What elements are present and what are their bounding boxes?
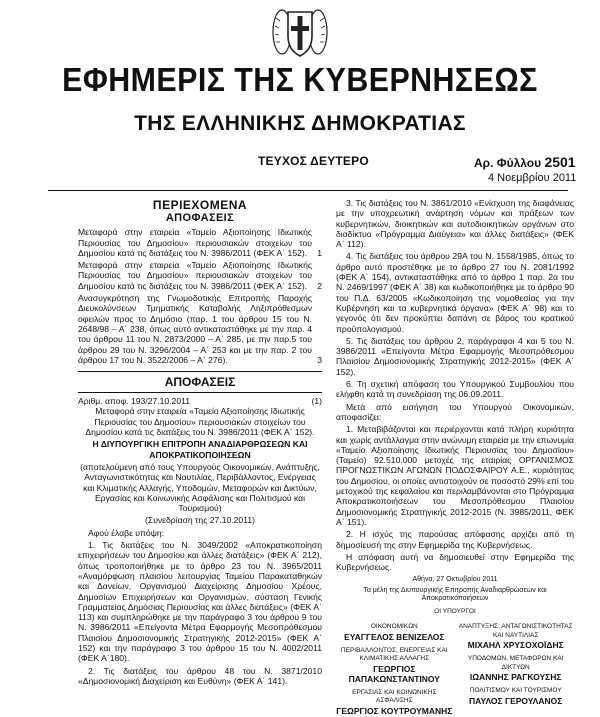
minister-role: ΟΙΚΟΝΟΜΙΚΩΝ bbox=[370, 623, 418, 631]
decision-title: Μεταφορά στην εταιρεία «Ταμείο Αξιοποίησης Ιδιωτικής Περιουσίας του Δημοσίου» περιουσιακών στοιχείων του Δημοσίου κατά τις διατάξεις του Ν. 3986/2011 (ΦΕΚ Α΄ 152). bbox=[85, 406, 315, 438]
paragraph: Μετά από εισήγηση του Υπουργού Οικονομικών, αποφασίζει: bbox=[336, 401, 574, 422]
issue-date: 4 Νοεμβρίου 2011 bbox=[488, 172, 577, 184]
sheet-number-label bbox=[474, 154, 576, 170]
paragraph: 3. Τις διατάξεις του Ν. 3861/2010 «Ενίσχυση της διαφάνειας με την υποχρεωτική ανάρτηση νόμων και πράξεων των κυβερνητικών, διοικητικών και αυτοδιοικητικών οργάνων στο διαδίκτυο «Πρόγραμμα Διαύγεια» και άλλες διατάξεις» (ΦΕΚ Α΄ 112). bbox=[336, 198, 574, 250]
signatures-right bbox=[457, 618, 574, 716]
coat-of-arms-icon bbox=[270, 2, 330, 60]
paragraph: 6. Τη σχετική απόφαση του Υπουργικού Συμβουλίου που ελήφθη κατά τη συνεδρίαση της 06.09.2011. bbox=[336, 379, 574, 400]
gazette-subtitle: ΤΗΣ ΕΛΛΗΝΙΚΗΣ ΔΗΜΟΚΡΑΤΙΑΣ bbox=[134, 112, 466, 135]
paragraph: 2. Η ισχύς της παρούσας απόφασης αρχίζει από τη δημοσίευσή της στην Εφημερίδα της Κυβερνήσεως. bbox=[336, 529, 574, 550]
committee-members: Τα μέλη της Διυπουργικής Επιτροπής Αναδιαρθρώσεων και Αποκρατικοποιήσεων bbox=[363, 586, 547, 603]
committee-name: Η ΔΙΥΠΟΥΡΓΙΚΗ ΕΠΙΤΡΟΠΗ ΑΝΑΔΙΑΡΘΡΩΣΕΩΝ ΚΑΙ ΑΠΟΚΡΑΤΙΚΟΠΟΙΗΣΕΩΝ bbox=[92, 439, 308, 460]
toc-item-text: Μεταφορά στην εταιρεία «Ταμείο Αξιοποίησης Ιδιωτικής Περιουσίας του Δημοσίου» περιουσιακών στοιχείων του Δημοσίου κατά τις διατάξεις του Ν. 3986/2011 (ΦΕΚ Α΄ 152). bbox=[78, 227, 312, 258]
ministers-label: ΟΙ ΥΠΟΥΡΓΟΙ bbox=[434, 607, 476, 615]
paragraph: Η απόφαση αυτή να δημοσιευθεί στην Εφημερίδα της Κυβερνήσεως. bbox=[336, 551, 574, 573]
toc-item-text: Μεταφορά στην εταιρεία «Ταμείο Αξιοποίησης Ιδιωτικής Περιουσίας του Δημοσίου» περιουσιακών στοιχείων του Δημοσίου κατά τις διατάξεις του Ν. 3986/2011 (ΦΕΚ Α΄ 152). bbox=[78, 260, 312, 291]
paragraph: 1. Μεταβιβάζονται και περιέρχονται κατά πλήρη κυριότητα και χωρίς αντάλλαγμα στην ανώνυμη εταιρεία με την επωνυμία «Ταμείο Αξιοποίησης Ιδιωτικής Περιουσίας του Δημοσίου» (Ταμείο) 92.510.000 μετοχές της εταιρίας ΟΡΓΑΝΙΣΜΟΣ ΠΡΟΓΝΩΣΤΙΚΩΝ ΑΓΩΝΩΝ ΠΟΔΟΣΦΑΙΡΟΥ Α.Ε., κυριότητας του Δημοσίου, οι οποίες αντιστοιχούν σε ποσοστό 29% επί του μετοχικού της κεφαλαίου και περιλαμβάνονται στο Πρόγραμμα Αποκρατικοποιήσεων του Μεσοπρόθεσμου Πλαισίου Δημοσιονομικής Στρατηγικής 2012-2015 (Ν. 3985/2011, ΦΕΚ Α΄ 151). bbox=[336, 424, 574, 527]
gazette-title: ΕΦΗΜΕΡΙΣ ΤΗΣ ΚΥΒΕΡΝΗΣΕΩΣ bbox=[62, 61, 538, 98]
toc-item-text: Ανασυγκρότηση της Γνωμοδοτικής Επιτροπής Παροχής Διευκολύνσεων Τμηματικής Καταβολής Ληξιπρόθεσμων οφειλών προς το Δημόσιο (παρ. 1 του άρθρου 15 του Ν. 2648/98 – Α΄ 238, όπως αυτό αντικαταστάθηκε με την παρ. 4 του άρθρου 11 του Ν. 2873/2000 – Α΄ 285, με την παρ.5 του άρθρου 29 του Ν. 3296/2004 – Α΄ 253 και με την παρ. 2 του άρθρου 17 του Ν. 3522/2006 – Α΄ 276). bbox=[78, 293, 312, 365]
minister-role: ΠΕΡΙΒΑΛΛΟΝΤΟΣ, ΕΝΕΡΓΕΙΑΣ ΚΑΙ ΚΛΙΜΑΤΙΚΗΣ ΑΛΛΑΓΗΣ bbox=[340, 646, 448, 663]
minister-name: ΓΕΩΡΓΙΟΣ ΚΟΥΤΡΟΥΜΑΝΗΣ bbox=[336, 705, 453, 716]
sheet-label: Αρ. Φύλλου bbox=[474, 156, 542, 170]
toc-item-page: 3 bbox=[317, 354, 322, 365]
minister-role: ΠΟΛΙΤΙΣΜΟΥ ΚΑΙ ΤΟΥΡΙΣΜΟΥ bbox=[469, 687, 562, 695]
minister-name: ΓΕΩΡΓΙΟΣ ΠΑΠΑΚΩΝΣΤΑΝΤΙΝΟΥ bbox=[348, 663, 440, 684]
toc-item-page: 2 bbox=[317, 280, 322, 291]
minister-name: ΜΙΧΑΗΛ ΧΡΥΣΟΧΟΪΔΗΣ bbox=[467, 640, 564, 651]
minister-name: ΠΑΥΛΟΣ ΓΕΡΟΥΛΑΝΟΣ bbox=[469, 695, 563, 706]
paragraph: 5. Τις διατάξεις του άρθρου 2, παράγραφοι 4 και 5 του Ν. 3986/2011 «Επείγοντα Μέτρα Εφαρμογής Μεσοπρόθεσμου Πλαισίου Δημοσιονομικής Στρατηγικής 2012-2015» (ΦΕΚ Α΄ 152). bbox=[336, 335, 574, 377]
committee-composition: (αποτελούμενη από τους Υπουργούς Οικονομικών, Ανάπτυξης, Ανταγωνιστικότητας και Ναυτιλίας, Περιβάλλοντος, Ενέργειας και Κλιματικής Αλλαγής, Υποδομών, Μεταφορών και Δικτύων, Εργασίας και Κοινωνικής Ασφάλισης και Πολιτισμού και Τουρισμού) bbox=[80, 461, 320, 514]
decision-number-row bbox=[78, 396, 322, 406]
place-date: Αθήνα, 27 Οκτωβρίου 2011 bbox=[412, 576, 498, 584]
session-date: (Συνεδρίαση της 27.10.2011) bbox=[145, 515, 255, 526]
having-regard: Αφού έλαβε υπόψη: bbox=[88, 527, 165, 538]
right-column bbox=[336, 198, 574, 716]
paragraph: 1. Τις διατάξεις του Ν. 3049/2002 «Αποκρατικοποίηση επιχειρήσεων του Δημοσίου και άλλες διατάξεις» (ΦΕΚ Α΄ 212), όπως τροποποιήθηκε με το άρθρο 23 του Ν. 3965/2011 «Αναμόρφωση πλαισίου λειτουργίας Ταμείου Παρακαταθηκών και Δανείων, Οργανισμού Διαχείρισης Δημοσίου Χρέους, Δημοσίων Επιχειρήσεων και Οργανισμών, σύσταση Γενικής Γραμματείας Δημόσιας Περιουσίας και άλλες διατάξεις» (ΦΕΚ Α΄ 113) και συμπληρώθηκε με την παράγραφο 3 του άρθρου 9 του Ν. 3986/2011 «Επείγοντα Μέτρα Εφαρμογής Μεσοπρόθεσμου Πλαισίου Δημοσιονομικής Στρατηγικής 2012-2015» (ΦΕΚ Α΄ 152) και την παράγραφο 3 του άρθρου 15 του Ν. 4002/2011 (ΦΕΚ Α΄180). bbox=[78, 540, 322, 664]
header-rule bbox=[48, 190, 568, 191]
toc-item[interactable] bbox=[78, 293, 322, 365]
minister-role: ΑΝΑΠΤΥΞΗΣ, ΑΝΤΑΓΩΝΙΣΤΙΚΟΤΗΤΑΣ ΚΑΙ ΝΑΥΤΙΛΙΑΣ bbox=[458, 623, 573, 639]
toc-item[interactable] bbox=[78, 260, 322, 291]
toc-heading: ΠΕΡΙΕΧΟΜΕΝΑ bbox=[152, 198, 248, 212]
signature-grid bbox=[336, 618, 574, 716]
toc-item[interactable] bbox=[78, 227, 322, 258]
signatures-left bbox=[336, 618, 453, 716]
sheet-number: 2501 bbox=[544, 154, 576, 170]
decisions-heading: ΑΠΟΦΑΣΕΙΣ bbox=[78, 371, 322, 393]
paragraph: 2. Τις διατάξεις του άρθρου 48 του Ν. 3871/2010 «Δημοσιονομική Διαχείριση και Ευθύνη» (ΦΕΚ Α΄ 141). bbox=[78, 665, 322, 686]
toc-subheading: ΑΠΟΦΑΣΕΙΣ bbox=[165, 212, 235, 224]
toc-item-page: 1 bbox=[317, 247, 322, 258]
minister-name: ΙΩΑΝΝΗΣ ΡΑΓΚΟΥΣΗΣ bbox=[469, 672, 562, 683]
minister-name: ΕΥΑΓΓΕΛΟΣ ΒΕΝΙΖΕΛΟΣ bbox=[344, 631, 445, 642]
signatures-block bbox=[336, 576, 574, 716]
minister-role: ΕΡΓΑΣΙΑΣ ΚΑΙ ΚΟΙΝΩΝΙΚΗΣ ΑΣΦΑΛΙΣΗΣ bbox=[352, 688, 437, 705]
issue-series: ΤΕΥΧΟΣ ΔΕΥΤΕΡΟ bbox=[258, 154, 369, 168]
minister-role: ΥΠΟΔΟΜΩΝ, ΜΕΤΑΦΟΡΩΝ ΚΑΙ ΔΙΚΤΥΩΝ bbox=[467, 655, 564, 671]
left-column bbox=[78, 198, 322, 688]
paragraph: 4. Τις διατάξεις του άρθρου 29Α του Ν. 1558/1985, όπως το άρθρο αυτό προστέθηκε με το άρθρο 27 του Ν. 2081/1992 (ΦΕΚ Α΄ 154), αντικαταστάθηκε από το άρθρο 1 παρ. 2α του Ν. 2469/1997 (ΦΕΚ Α΄ 38) και κωδικοποιήθηκε με το άρθρο 90 του Π.Δ. 63/2005 «Κωδικοποίηση της νομοθεσίας για την Κυβέρνηση και τα κυβερνητικά όργανα» (ΦΕΚ Α΄ 98) και το γεγονός ότι δεν προκύπτει δαπάνη σε βάρος του κρατικού προϋπολογισμού. bbox=[336, 251, 574, 334]
decision-number: Αριθμ. αποφ. 193/27.10.2011 bbox=[78, 396, 191, 407]
decision-marker: (1) bbox=[311, 396, 322, 407]
